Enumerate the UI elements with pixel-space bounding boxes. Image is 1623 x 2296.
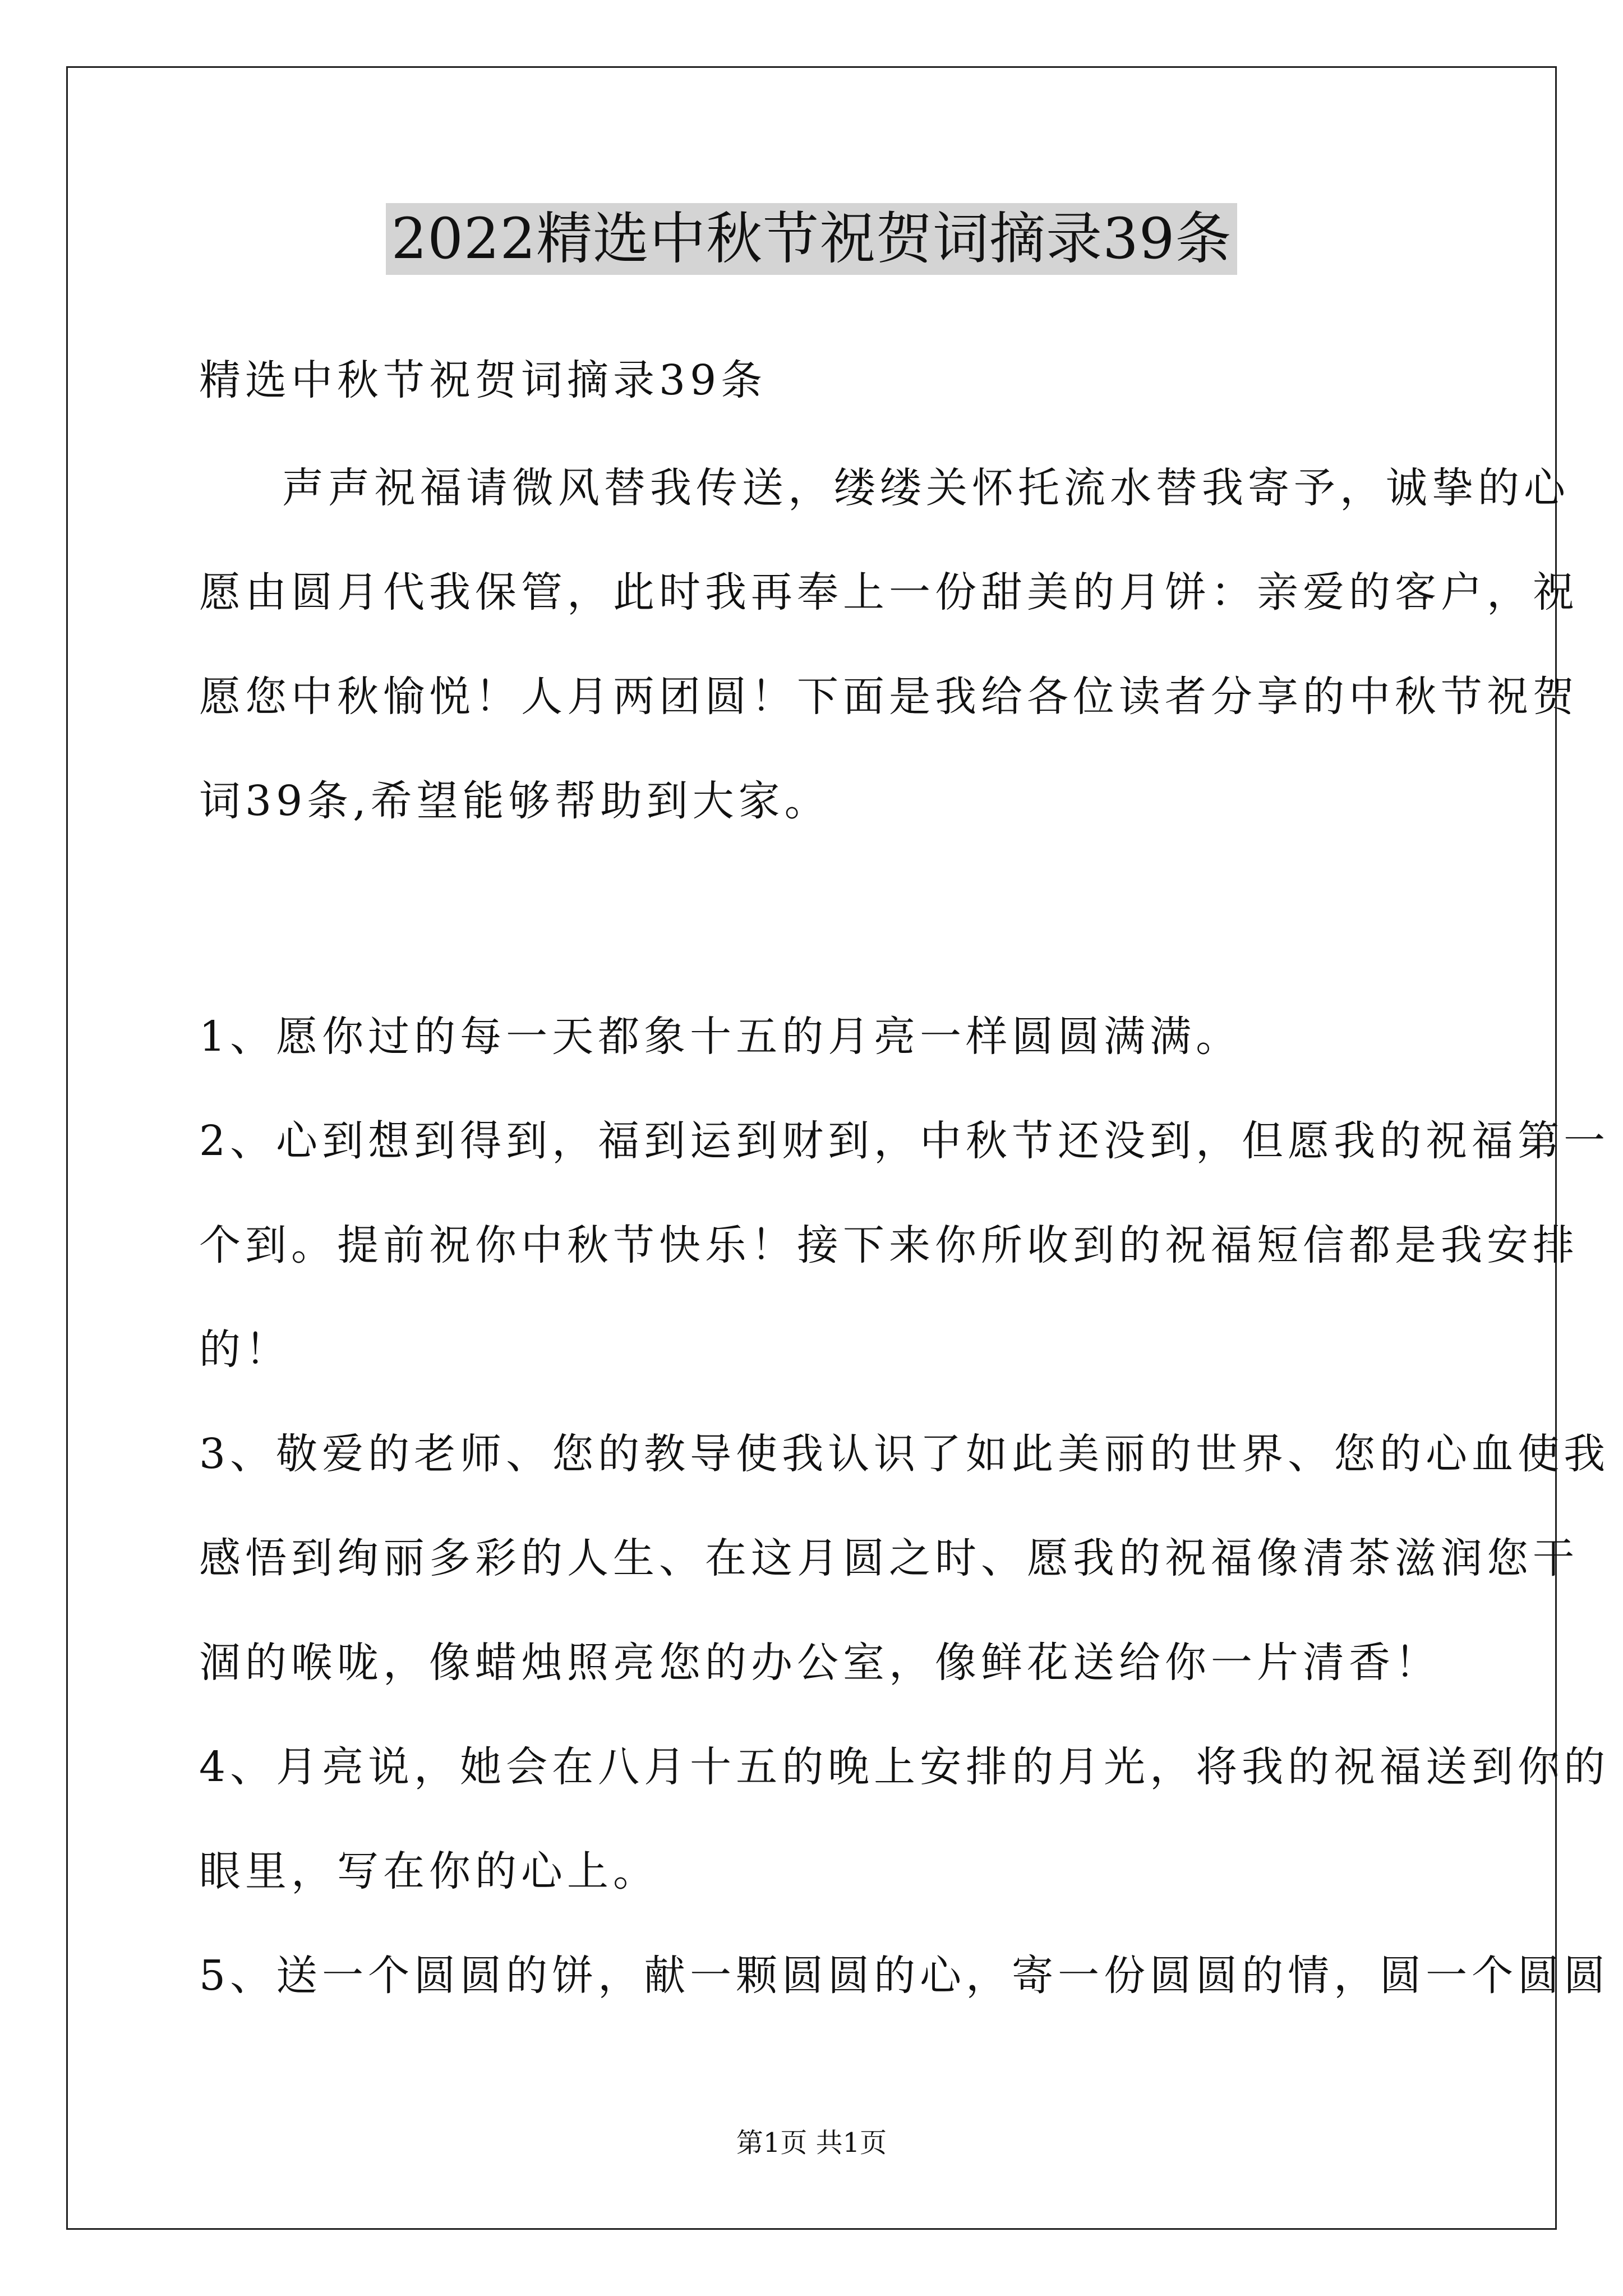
intro-line: 词39条,希望能够帮助到大家。	[199, 777, 831, 825]
item-line: 涸的喉咙，像蜡烛照亮您的办公室，像鲜花送给你一片清香！	[199, 1639, 1441, 1687]
item-line: 的！	[199, 1326, 291, 1374]
title-container	[0, 203, 1623, 275]
item-line: 2、心到想到得到，福到运到财到，中秋节还没到，但愿我的祝福第一	[199, 1117, 1610, 1165]
item-line: 眼里，写在你的心上。	[199, 1847, 659, 1895]
item-line: 个到。提前祝你中秋节快乐！接下来你所收到的祝福短信都是我安排	[199, 1221, 1579, 1269]
item-line: 1、愿你过的每一天都象十五的月亮一样圆圆满满。	[199, 1013, 1242, 1061]
intro-line: 愿由圆月代我保管，此时我再奉上一份甜美的月饼：亲爱的客户，祝	[199, 568, 1579, 616]
item-line: 感悟到绚丽多彩的人生、在这月圆之时、愿我的祝福像清茶滋润您干	[199, 1534, 1579, 1582]
intro-line: 声声祝福请微风替我传送，缕缕关怀托流水替我寄予，诚挚的心	[282, 464, 1570, 512]
item-line: 4、月亮说，她会在八月十五的晚上安排的月光，将我的祝福送到你的	[199, 1743, 1610, 1791]
subtitle: 精选中秋节祝贺词摘录39条	[199, 356, 767, 404]
document-title: 2022精选中秋节祝贺词摘录39条	[386, 203, 1238, 275]
intro-line: 愿您中秋愉悦！人月两团圆！下面是我给各位读者分享的中秋节祝贺	[199, 673, 1579, 721]
page-footer: 第1页 共1页	[736, 2127, 887, 2159]
item-line: 5、送一个圆圆的饼，献一颗圆圆的心，寄一份圆圆的情，圆一个圆圆	[199, 1952, 1610, 2000]
item-line: 3、敬爱的老师、您的教导使我认识了如此美丽的世界、您的心血使我	[199, 1430, 1610, 1478]
